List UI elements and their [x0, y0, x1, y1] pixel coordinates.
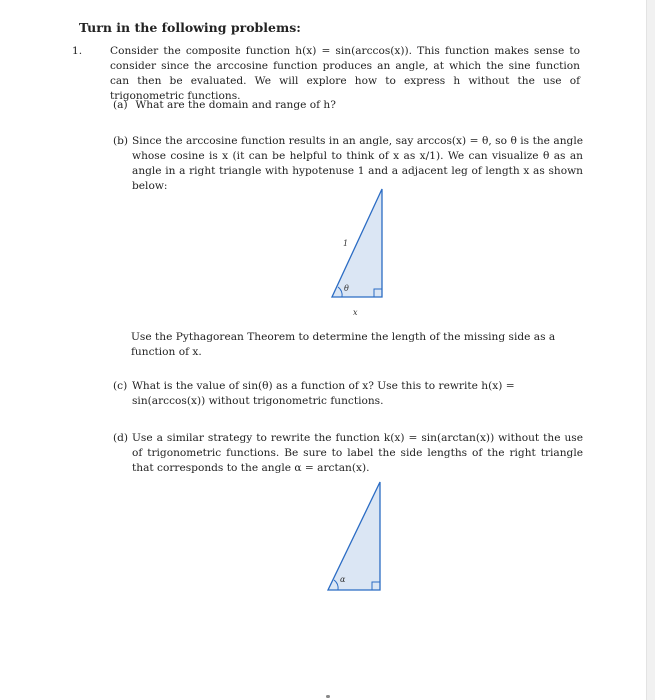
part-a: [113, 98, 573, 113]
problems-heading: Turn in the following problems:: [79, 20, 301, 35]
base-x-label: x: [353, 308, 358, 317]
problem-1-text: Consider the composite function h(x) = sin(arccos(x)). This function makes sense to consider since the arccosine function produces an angle, at which the sine function can then be evaluated. We will explore how to express h without the use of trigonometric functions.: [110, 45, 580, 102]
hypotenuse-label: 1: [343, 239, 349, 248]
part-d-label: (d): [113, 432, 129, 444]
part-b-label: (b): [113, 135, 129, 147]
angle-theta-label: θ: [344, 284, 349, 293]
problem-1-intro: [72, 44, 580, 104]
part-c: [113, 379, 583, 409]
part-b-followup: Use the Pythagorean Theorem to determine the length of the missing side as a function of x.: [131, 331, 556, 358]
part-c-label: (c): [113, 380, 128, 392]
part-d: [113, 431, 583, 476]
right-triangle-shape: [328, 482, 380, 590]
problem-number: 1.: [72, 45, 83, 57]
page-marker: [326, 695, 330, 698]
triangle-arctan-figure: [320, 478, 395, 598]
part-a-label: (a): [113, 99, 128, 111]
part-a-text: What are the domain and range of h?: [135, 99, 336, 111]
page-edge: [646, 0, 655, 700]
angle-alpha-label: α: [340, 575, 346, 584]
part-c-text: What is the value of sin(θ) as a function of x? Use this to rewrite h(x) = sin(arccos(x)) without trigonometric functions.: [132, 380, 515, 407]
triangle-arccos-figure: [320, 185, 395, 320]
part-b-text: Since the arccosine function results in an angle, say arccos(x) = θ, so θ is the angle whose cosine is x (it can be helpful to think of x as x/1). We can visualize θ as an angle in a right triangle with hypotenuse 1 and a adjacent leg of length x as shown below:: [132, 135, 583, 192]
right-triangle-shape: [332, 189, 382, 297]
part-d-text: Use a similar strategy to rewrite the function k(x) = sin(arctan(x)) without the use of trigonometric functions. Be sure to label the side lengths of the right triangle that corresponds to the angle α = arctan(x).: [132, 432, 583, 474]
